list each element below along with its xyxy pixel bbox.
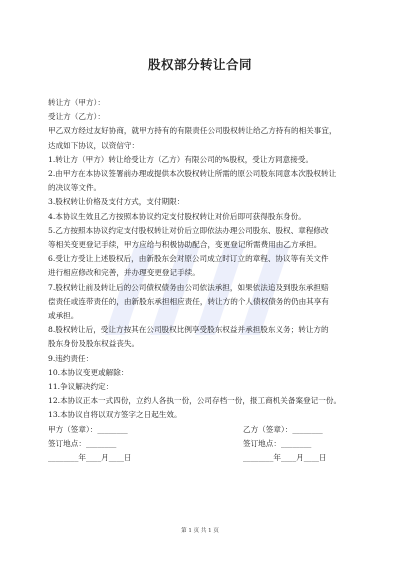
contract-line: 7.股权转让前及转让后的公司债权债务由公司依法承担，如果依法追及到股东承担赔 (48, 282, 329, 292)
contract-line: 6.受让方受让上述股权后，由新股东会对原公司成立时订立的章程、协议等有关文件 (48, 254, 329, 264)
contract-line: 10.本协议变更或解除： (48, 367, 129, 377)
contract-line: 4.本协议生效且乙方按照本协议约定支付股权转让对价后即可获得股东身份。 (48, 211, 306, 221)
contract-line: 1.转让方（甲方）转让给受让方（乙方）有限公司的%股权，受让方同意接受。 (48, 154, 314, 164)
contract-line: 股东身份及股东权益丧失。 (48, 339, 140, 349)
contract-line: 甲乙双方经过友好协商，就甲方持有的有限责任公司股权转让给乙方持有的相关事宜， (48, 126, 337, 136)
contract-line: 9.违约责任： (48, 353, 94, 363)
contract-line: 或承担。 (48, 311, 79, 321)
contract-body (48, 96, 366, 465)
contract-line: 等相关变更登记手续，甲方应给与积极协助配合，变更登记所需费用由乙方承担。 (48, 240, 322, 250)
contract-line: 受让方（乙方）： (48, 112, 105, 122)
signing-date-row (48, 451, 366, 465)
page-number: 第 1 页 共 1 页 (181, 528, 219, 534)
contract-line: 进行相应修改和完善，并办理变更登记手续。 (48, 268, 200, 278)
page-title: 股权部分转让合同 (147, 57, 252, 72)
contract-line: 11.争议解决约定： (48, 382, 114, 392)
party-b-date: ________年____月____日 (243, 453, 327, 463)
party-a-place: 签订地点：________ (48, 438, 117, 448)
contract-line: 12.本协议正本一式四份，立约人各执一份，公司存档一份，报工商机关备案登记一份。 (48, 396, 342, 406)
party-a-date: ________年____月____日 (48, 453, 132, 463)
signature-row (48, 423, 366, 437)
contract-line: 达成如下协议，以资信守： (48, 140, 140, 150)
contract-line: 的决议等文件。 (48, 183, 102, 193)
party-b-place: 签订地点：________ (243, 438, 312, 448)
contract-line: 偿责任或连带责任的，由新股东承担相应责任，转让方的个人债权债务的仍由其享有 (48, 296, 329, 306)
party-a-signature: 甲方（签章）：________ (48, 424, 128, 434)
contract-line: 8.股权转让后，受让方按其在公司股权比例享受股东权益并承担股东义务；转让方的 (48, 325, 329, 335)
signing-place-row (48, 437, 366, 451)
contract-line: 转让方（甲方）： (48, 98, 105, 107)
contract-line: 2.由甲方在本协议签署前办理或提供本次股权转让所需的原公司股东同意本次股权转让 (48, 169, 337, 179)
contract-line: 13.本协议自将以双方签字之日起生效。 (48, 410, 182, 420)
contract-line: 5.乙方按照本协议约定支付股权转让对价后立即依法办理公司股东、股权、章程修改 (48, 225, 329, 235)
contract-line: 3.股权转让价格及支付方式，支付期限： (48, 197, 185, 207)
party-b-signature: 乙方（签章）：________ (243, 424, 323, 434)
